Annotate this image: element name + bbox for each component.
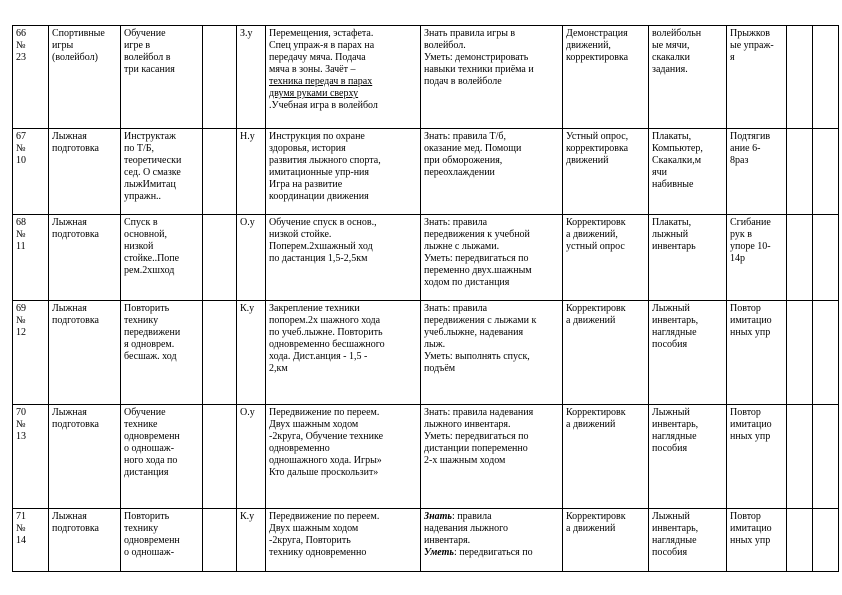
lesson-plan-table — [12, 25, 839, 572]
date-plan-cell — [787, 26, 813, 129]
date-plan-cell — [787, 129, 813, 215]
lesson-content: Передвижение по переем. Двух шажным ходом -2круга, Повторить технику одновременно — [266, 509, 421, 572]
content-underlined-text: техника передач в парах двумя руками сверху — [269, 76, 373, 99]
control-type: Корректировк а движений, устный опрос — [563, 215, 649, 301]
date-fact-cell — [813, 509, 839, 572]
lesson-type: З.у — [237, 26, 266, 129]
date-plan-cell — [787, 215, 813, 301]
equipment: Плакаты, лыжный инвентарь — [649, 215, 727, 301]
blank-cell — [203, 215, 237, 301]
date-plan-cell — [787, 405, 813, 509]
expected-result: Знать: правила передвижения с лыжами к учеб.лыжне, надевания лыж. Уметь: выполнять спуск, подъём — [421, 301, 563, 405]
lesson-number: 67 № 10 — [13, 129, 49, 215]
lesson-type: Н.у — [237, 129, 266, 215]
control-type: Корректировк а движений — [563, 405, 649, 509]
lesson-type: К.у — [237, 509, 266, 572]
blank-cell — [203, 26, 237, 129]
lesson-topic: Повторить технику одновременн о одношаж- — [121, 509, 203, 572]
table-row — [13, 509, 839, 572]
equipment: Лыжный инвентарь, наглядные пособия — [649, 301, 727, 405]
homework: Прыжков ые упраж- я — [727, 26, 787, 129]
blank-cell — [203, 509, 237, 572]
result-text-end: : передвигаться по — [453, 547, 533, 558]
lesson-topic: Спуск в основной, низкой стойке..Попе рем.2хшход — [121, 215, 203, 301]
table-row — [13, 301, 839, 405]
result-keyword-know: Знать — [424, 511, 452, 522]
expected-result: Знать: правила надевания лыжного инвентаря. Уметь: передвигаться по дистанции попеременно 2-х шажным ходом — [421, 405, 563, 509]
date-fact-cell — [813, 301, 839, 405]
date-fact-cell — [813, 215, 839, 301]
lesson-number: 68 № 11 — [13, 215, 49, 301]
table-row — [13, 405, 839, 509]
lesson-type: О.у — [237, 405, 266, 509]
control-type: Демонстрация движений, корректировка — [563, 26, 649, 129]
lesson-topic: Обучение игре в волейбол в три касания — [121, 26, 203, 129]
date-fact-cell — [813, 405, 839, 509]
result-text: : правила надевания лыжного инвентаря. — [424, 511, 508, 546]
blank-cell — [203, 405, 237, 509]
lesson-content: Передвижение по переем. Двух шажным ходом -2круга, Обучение технике одновременно одношажного хода. Игры» Кто дальше проскользит» — [266, 405, 421, 509]
homework: Повтор имитацио нных упр — [727, 301, 787, 405]
homework: Подтягив ание 6- 8раз — [727, 129, 787, 215]
homework: Сгибание рук в упоре 10- 14р — [727, 215, 787, 301]
control-type: Устный опрос, корректировка движений — [563, 129, 649, 215]
result-keyword-can: Уметь — [424, 547, 454, 558]
equipment: волейбольн ые мячи, скакалки задания. — [649, 26, 727, 129]
lesson-topic: Повторить технику передвижени я одноврем. бесшаж. ход — [121, 301, 203, 405]
equipment: Плакаты, Компьютер, Скакалки,м ячи набивные — [649, 129, 727, 215]
equipment: Лыжный инвентарь, наглядные пособия — [649, 509, 727, 572]
control-type: Корректировк а движений — [563, 509, 649, 572]
section-name: Лыжная подготовка — [49, 301, 121, 405]
date-fact-cell — [813, 26, 839, 129]
homework: Повтор имитацио нных упр — [727, 509, 787, 572]
lesson-type: О.у — [237, 215, 266, 301]
lesson-number: 69 № 12 — [13, 301, 49, 405]
lesson-content — [266, 26, 421, 129]
control-type: Корректировк а движений — [563, 301, 649, 405]
table-row — [13, 129, 839, 215]
expected-result: Знать: правила Т/б, оказание мед. Помощи при обморожения, переохлаждении — [421, 129, 563, 215]
expected-result: Знать: правила передвижения к учебной лыжне с лыжами. Уметь: передвигаться по переменно двух.шажным ходом по дистанция — [421, 215, 563, 301]
content-text: Перемещения, эстафета. Спец упраж-я в парах на передачу мяча. Подача мяча в зоны. Зачёт – — [269, 28, 375, 75]
date-plan-cell — [787, 301, 813, 405]
lesson-topic: Обучение технике одновременн о одношаж- ного хода по дистанция — [121, 405, 203, 509]
blank-cell — [203, 301, 237, 405]
date-plan-cell — [787, 509, 813, 572]
equipment: Лыжный инвентарь, наглядные пособия — [649, 405, 727, 509]
lesson-type: К.у — [237, 301, 266, 405]
lesson-content: Закрепление техники попорем.2х шажного хода по учеб.лыжне. Повторить одновременно бесшажного хода. Дист.анция - 1,5 - 2,км — [266, 301, 421, 405]
content-text-end: .Учебная игра в волейбол — [269, 100, 378, 111]
lesson-content: Инструкция по охране здоровья, история развития лыжного спорта, имитационные упр-ния Игра на развитие координации движения — [266, 129, 421, 215]
lesson-topic: Инструктаж по Т/Б, теоретически сед. О смазке лыжИмитац упражн.. — [121, 129, 203, 215]
date-fact-cell — [813, 129, 839, 215]
expected-result: Знать правила игры в волейбол. Уметь: демонстрировать навыки техники приёма и подач в волейболе — [421, 26, 563, 129]
table-row — [13, 215, 839, 301]
lesson-content: Обучение спуск в основ., низкой стойке. Поперем.2хшажный ход по дастанция 1,5-2,5км — [266, 215, 421, 301]
section-name: Лыжная подготовка — [49, 129, 121, 215]
lesson-plan-page — [12, 25, 838, 572]
homework: Повтор имитацио нных упр — [727, 405, 787, 509]
expected-result — [421, 509, 563, 572]
lesson-number: 70 № 13 — [13, 405, 49, 509]
blank-cell — [203, 129, 237, 215]
section-name: Лыжная подготовка — [49, 405, 121, 509]
section-name: Лыжная подготовка — [49, 215, 121, 301]
table-row — [13, 26, 839, 129]
section-name: Лыжная подготовка — [49, 509, 121, 572]
lesson-number: 71 № 14 — [13, 509, 49, 572]
lesson-number: 66 № 23 — [13, 26, 49, 129]
section-name: Спортивные игры (волейбол) — [49, 26, 121, 129]
